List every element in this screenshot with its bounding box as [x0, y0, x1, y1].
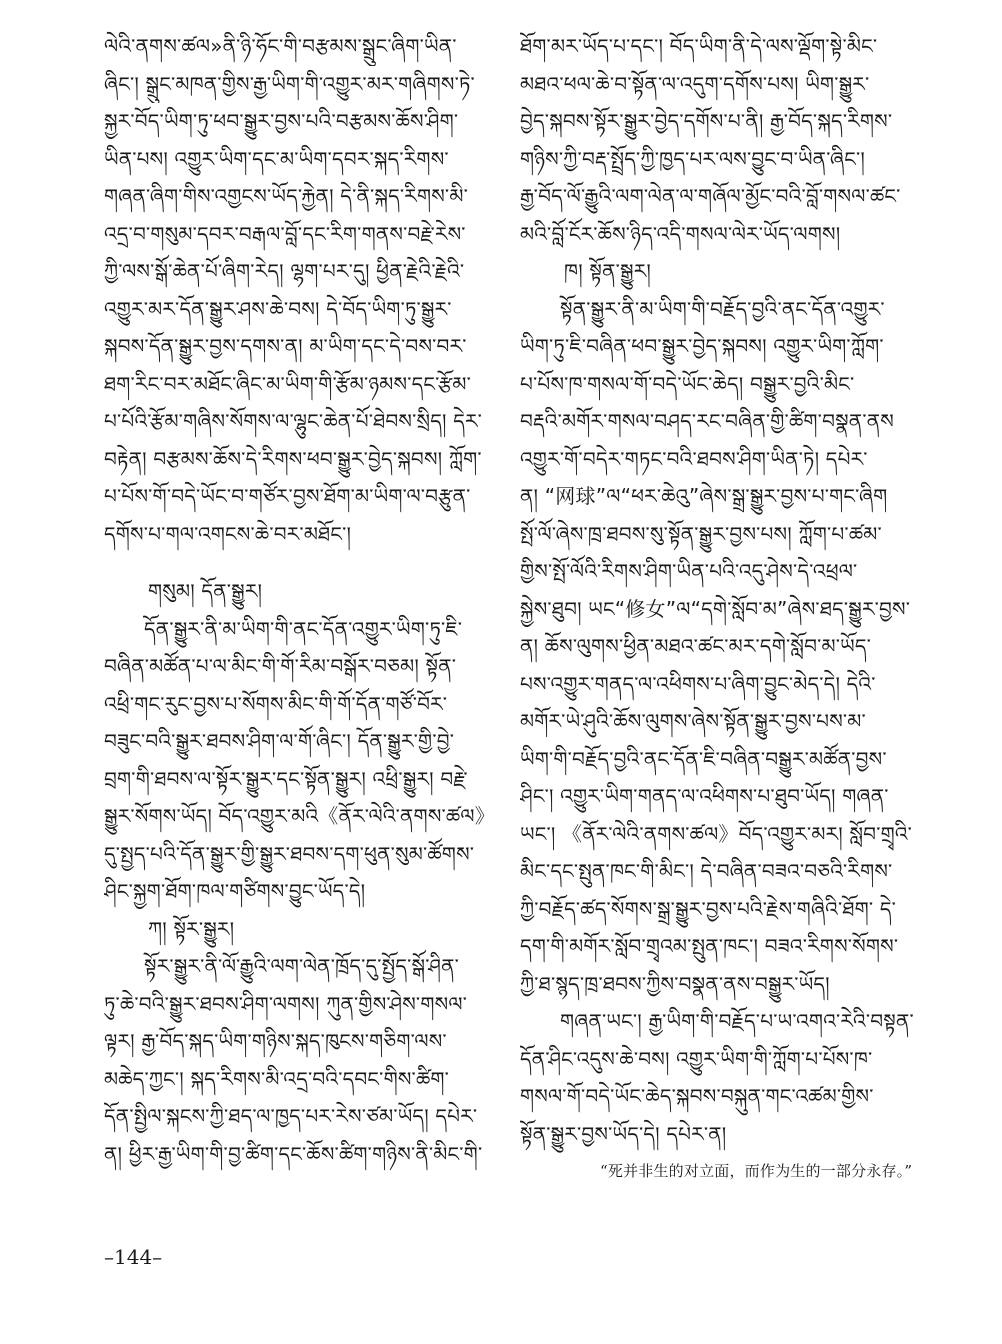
text-line: སྟོན་སྒྱུར་བྱས་ཡོད་དེ། དཔེར་ན།	[520, 1121, 727, 1146]
text-line: དགོས་པ་གལ་འགངས་ཆེ་བར་མཐོང་།	[104, 521, 352, 546]
paragraph-gap	[104, 553, 544, 573]
text-line: ཡང་། 《ནོར་ལེའི་ནགས་ཚལ》བོད་འགྱུར་མར། སློབ་གྲྭའི་	[520, 821, 913, 846]
text-line: ཤིང་སྐྱག་ཐོག་ཁལ་གཙིགས་བྱུང་ཡོད་དེ།	[104, 879, 366, 903]
text-line: ཞིང་། སྒྲུང་མཁན་གྱིས་རྒྱ་ཡིག་གི་འགྱུར་མར་གཞིགས་ཏེ་	[104, 71, 475, 96]
text-line: འཕྲི་གང་རུང་བྱས་པ་སོགས་མིང་གི་གོ་དོན་གཙོ་བོར་	[104, 691, 448, 716]
text-line: མཆེད་ཀྱང་། སྐད་རིགས་མི་འདྲ་བའི་དབང་གིས་ཚིག་	[104, 1066, 450, 1091]
text-line: བརྡའི་མགོར་གསལ་བཤད་རང་བཞིན་གྱི་ཚིག་བསྣན་ནས	[520, 409, 894, 433]
text-line: སྟོན་སྒྱུར་ནི་མ་ཡིག་གི་བརྗོད་བྱའི་ནང་དོན་འགྱུར་	[560, 296, 885, 321]
text-line: དུ་སྤྱད་པའི་དོན་སྒྱུར་གྱི་སྒྱུར་ཐབས་དག་ཕུན་སུམ་ཚོགས་	[104, 841, 475, 866]
quotation-line: “死并非生的对立面，而作为生的一部分永存。”	[600, 1162, 913, 1180]
text-line: སྐྱེས་ཐུབ། ཡང“修女”ལ“དགེ་སློབ་མ”ཞེས་ཐད་སྒྱུར་བྱས་	[520, 596, 911, 621]
text-line: བྲག་གི་ཐབས་ལ་སྟོར་སྒྱུར་དང་སྟོན་སྒྱུར། འཕྲི་སྒྱུར། བརྗེ་	[104, 766, 468, 791]
text-line: ན། “网球”ལ“ཕར་ཆེའུ”ཞེས་སྒྲ་སྒྱུར་བྱས་པ་གང་ཞིག	[520, 484, 888, 508]
text-line: དོན་སྤྱིལ་སྐངས་ཀྱི་ཐད་ལ་ཁྱད་པར་རེས་ཙམ་ཡོད། དཔེར་	[104, 1104, 478, 1128]
text-line: དོན་སྒྱུར་ནི་མ་ཡིག་གི་ནང་དོན་འགྱུར་ཡིག་ཏུ་ཇི་	[144, 616, 463, 641]
text-line: ལེའི་ནགས་ཚལ»ནི་ཉི་ཧོང་གི་བརྩམས་སྒྲུང་ཞིག་ཡིན་	[104, 34, 457, 58]
text-line: དག་གི་མགོར་སློབ་གྲྭའམ་སྤུན་ཁང་། བཟའ་རིགས་སོགས་	[520, 934, 899, 958]
text-line: མའི་བློ་ངོར་ཆོས་ཉིད་འདི་གསལ་ལེར་ཡོད་ལགས།	[520, 221, 841, 246]
text-line: བཞིན་མཚོན་པ་ལ་མིང་གི་གོ་རིམ་བསྒོར་བཅམ། སྟོན་	[104, 654, 457, 678]
text-line: པས་འགྱུར་གནད་ལ་འཕིགས་པ་ཞིག་བྱུང་མེད་དེ། དེའི་	[520, 671, 876, 696]
text-line: ལྟར། རྒྱ་བོད་སྐད་ཡིག་གཉིས་སྐད་ཁུངས་གཅིག་ལས་	[104, 1029, 447, 1053]
page-number: –144–	[104, 1245, 163, 1269]
text-line: ན། ཆོས་ལུགས་ཕྱིན་མཐའ་ཚང་མར་དགེ་སློབ་མ་ཡོད་	[520, 634, 872, 658]
text-line: ཀྱི་བརྗོད་ཚད་སོགས་སྒྲ་སྒྱུར་བྱས་པའི་རྗེས་གཞིའི་ཐོག་ དེ་	[520, 896, 897, 921]
text-line: ཡིག་གི་བརྗོད་བྱའི་ནང་དོན་ཇི་བཞིན་བསྒྱུར་མཚོན་བྱས་	[520, 746, 887, 771]
text-line: བྱེད་སྐབས་སྟོར་སྒྱུར་བྱེད་དགོས་པ་ནི། རྒྱ་བོད་སྐད་རིགས་	[520, 109, 893, 133]
text-line: བརྟེན། བརྩམས་ཆོས་དེ་རིགས་ཕབ་སྒྱུར་བྱེད་སྐབས། ཀློག་	[104, 446, 482, 471]
text-line: དོན་ཤིང་འདུས་ཆེ་བས། འགྱུར་ཡིག་གི་ཀློག་པ་པོས་ཁ་	[520, 1046, 873, 1071]
text-line: ཐོག་མར་ཡོད་པ་དང་། བོད་ཡིག་ནི་དེ་ལས་ལྡོག་སྟེ་མིང་	[520, 34, 878, 58]
text-line: ཤིང་། འགྱུར་ཡིག་གནད་ལ་འཕིགས་པ་ཐུབ་ཡོད། གཞན་	[520, 784, 889, 808]
text-line: བཟུང་བའི་སྒྱུར་ཐབས་ཤིག་ལ་གོ་ཞིང་། དོན་སྒྱུར་གྱི་བྱེ་	[104, 729, 455, 753]
text-line: ཡིག་ཏུ་ཇི་བཞིན་ཕབ་སྒྱུར་བྱེད་སྐབས། འགྱུར་ཡིག་ཀློག་	[520, 334, 884, 358]
text-line: རྒྱ་བོད་ལོ་རྒྱུའི་ལག་ལེན་ལ་གཞོལ་མྱོང་བའི་བློ་གསལ་ཚང་	[520, 184, 901, 208]
section-heading: གསུམ། དོན་སྒྱུར།	[148, 579, 263, 603]
text-line: སྐྱར་བོད་ཡིག་ཏུ་ཕབ་སྒྱུར་བྱས་པའི་བརྩམས་ཆོས་ཤིག་	[104, 109, 459, 133]
text-line: པ་པོས་གོ་བདེ་ཡོང་བ་གཙོར་བྱས་ཐོག་མ་ཡིག་ལ་བརྩུན་	[104, 484, 471, 508]
right-column	[520, 28, 960, 1191]
text-line: སྒྱུར་སོགས་ཡོད། བོད་འགྱུར་མའི《ནོར་ལེའི་ནགས་ཚལ》	[104, 804, 495, 828]
text-line: ན། ཕྱིར་རྒྱ་ཡིག་གི་བྱ་ཚིག་དང་ཆོས་ཚིག་གཉིས་ནི་མིང་གི་	[104, 1141, 483, 1166]
text-line: སྐབས་དོན་སྒྱུར་བྱས་དགས་ན། མ་ཡིག་དང་དེ་བས་བར་	[104, 334, 467, 358]
text-line: པ་པོས་ཁ་གསལ་གོ་བདེ་ཡོང་ཆེད། བསྒྱུར་བྱའི་མིང་	[520, 371, 855, 396]
text-line: པ་པོའི་རྩོམ་གཞིས་སོགས་ལ་ལྷུང་ཆེན་པོ་ཐེབས་སྲིད། དེར་	[104, 409, 483, 433]
text-line: གཞན་ཞིག་གིས་འགྱངས་ཡོད་རྐྱེན། དེ་ནི་སྐད་རིགས་མི་	[104, 184, 468, 208]
text-line: གསལ་གོ་བདེ་ཡོང་ཆེད་སྐབས་བསྐུན་གང་འཚམ་གྱིས་	[520, 1084, 874, 1108]
left-column	[104, 28, 544, 1173]
text-line: མགོར་ཡེ་ཤུའི་ཆོས་ལུགས་ཞེས་སྟོན་སྒྱུར་བྱས་པས་མ་	[520, 709, 866, 733]
text-line: འགྱུར་གོ་བདེར་གཏང་བའི་ཐབས་ཤིག་ཡིན་ཏེ། དཔེར་	[520, 446, 868, 471]
text-line: སྤོ་ལོ་ཞེས་ཁྲ་ཐབས་སུ་སྟོན་སྒྱུར་བྱས་པས། ཀློག་པ་ཚམ་	[520, 521, 882, 546]
text-line: ཀྱི་ཐ་སྙད་ཁྲ་ཐབས་ཀྱིས་བསྣན་ནས་བསྒྱུར་ཡོད།	[520, 971, 830, 996]
text-line: ཀྱི་ལས་སྒོ་ཆེན་པོ་ཞིག་རེད། ལྷག་པར་དུ། ཕྱིན་རྗེའི་རྗེའི་	[104, 259, 465, 283]
text-line: མིང་དང་སྤུན་ཁང་གི་མིང་། དེ་བཞིན་བཟའ་བཅའི་རིགས་	[520, 859, 893, 883]
text-line: ཐག་རིང་བར་མཐོང་ཞིང་མ་ཡིག་གི་རྩོམ་ཉམས་དང་རྩོམ་	[104, 371, 471, 396]
text-line: གྱིས་སྤོ་ལོའི་རིགས་ཤིག་ཡིན་པའི་འདུ་ཤེས་དེ་འཕྲལ་	[520, 559, 858, 583]
text-line: གཉིས་ཀྱི་བརྡ་སྤྲོད་ཀྱི་ཁྱད་པར་ལས་བྱུང་བ་ཡིན་ཞིང་།	[520, 146, 865, 171]
text-line: སྟོར་སྒྱུར་ནི་ལོ་རྒྱུའི་ལག་ལེན་ཁྲོད་དུ་སྤྱོད་སྒོ་ཤིན་	[144, 954, 460, 978]
text-line: ཏུ་ཆེ་བའི་སྒྱུར་ཐབས་ཤིག་ལགས། ཀུན་གྱིས་ཤེས་གསལ་	[104, 991, 468, 1016]
section-heading: ཀ། སྟོར་སྒྱུར།	[148, 916, 235, 941]
text-line: འདྲ་བ་གསུམ་དབར་བརྒལ་བློ་དང་རིག་གནས་བརྗེ་རེས་	[104, 221, 466, 246]
text-line: ཡིན་པས། འགྱུར་ཡིག་དང་མ་ཡིག་དབར་སྐད་རིགས་	[104, 146, 449, 171]
text-line: གཞན་ཡང་། རྒྱ་ཡིག་གི་བརྗོད་པ་ཡ་འགའ་རེའི་བསྟན་	[560, 1009, 914, 1033]
text-line: འགྱུར་མར་དོན་སྒྱུར་ཤས་ཆེ་བས། དེ་བོད་ཡིག་ཏུ་སྒྱུར་	[104, 296, 452, 321]
text-line: མཐའ་ཕལ་ཆེ་བ་སྟོན་ལ་འདུག་དགོས་པས། ཡིག་སྒྱུར་	[520, 71, 870, 96]
section-heading: ཁ། སྟོན་སྒྱུར།	[564, 259, 652, 283]
